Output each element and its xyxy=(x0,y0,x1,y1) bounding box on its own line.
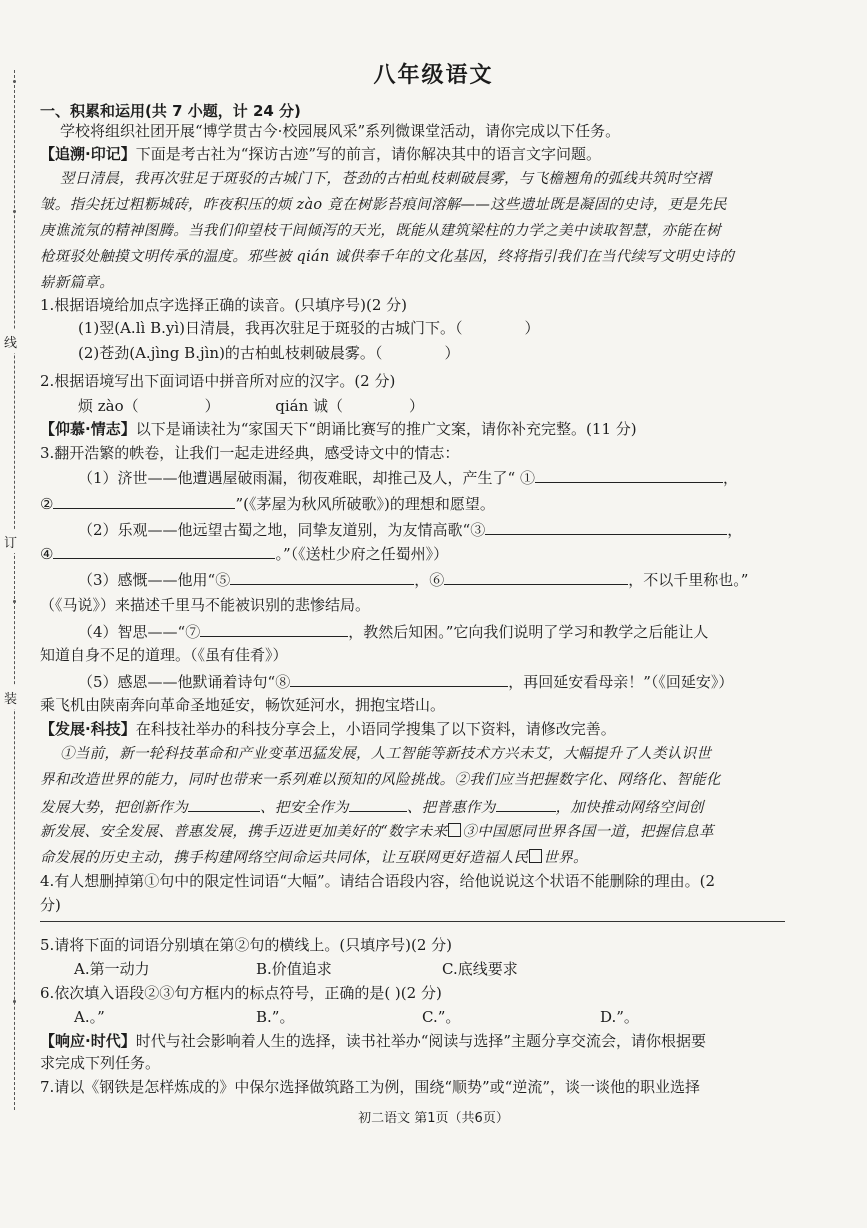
passage-line: 庚谯流氖的精神图腾。当我们仰望枝干间倾泻的天光，既能从建筑梁柱的力学之美中读取智慧，亦能在树 xyxy=(40,223,721,239)
option-b: B.价值追求 xyxy=(256,960,332,978)
question-1a: (1)翌(A.lì B.yì)日清晨，我再次驻足于斑驳的古城门下。（ ） xyxy=(78,319,540,337)
question-3-2: （2）乐观——他远望古蜀之地，同挚友道别，为友情高歌“③ ， xyxy=(78,518,807,541)
task-trace xyxy=(40,143,807,165)
tech-line: 新发展、安全发展、普惠发展，携手迈进更加美好的“数字未来 ③中国愿同世界各国一道，把握信息革 xyxy=(40,824,714,840)
binding-line xyxy=(14,70,15,1110)
task-text: 下面是考古社为“探访古迹”写的前言，请你解决其中的语言文字问题。 xyxy=(135,145,602,163)
question-6: 6.依次填入语段②③句方框内的标点符号，正确的是( )(2 分) xyxy=(40,984,442,1002)
question-1b: (2)苍劲(A.jìng B.jìn)的古柏虬枝刺破晨雾。（ ） xyxy=(78,344,460,362)
question-3-5b: 乘飞机由陕南奔向革命圣地延安，畅饮延河水，拥抱宝塔山。 xyxy=(40,696,446,714)
page-footer: 初二语文 第1页（共6页） xyxy=(358,1111,509,1126)
option-b: B.”。 xyxy=(256,1008,295,1026)
binding-dot xyxy=(13,600,16,603)
question-4b: 分) xyxy=(40,896,61,914)
question-1: 1.根据语境给加点字选择正确的读音。(只填序号)(2 分) xyxy=(40,296,408,314)
tech-line: 发展大势，把创新作为 、把安全作为 、把普惠作为 ，加快推动网络空间创 xyxy=(40,795,807,819)
binding-label-order: 订 xyxy=(4,530,17,553)
task-tag: 【追溯·印记】 xyxy=(40,145,136,163)
binding-label-line: 线 xyxy=(4,330,17,353)
question-7: 7.请以《钢铁是怎样炼成的》中保尔选择做筑路工为例，围绕“顺势”或“逆流”，谈一谈他的职业选择 xyxy=(40,1078,700,1096)
question-3-1: （1）济世——他遭遇屋破雨漏，彻夜难眠，却推己及人，产生了“ ① ， xyxy=(78,466,807,489)
punctuation-box xyxy=(529,849,542,863)
question-3-4b: 知道自身不足的道理。（《虽有佳肴》） xyxy=(40,646,288,664)
binding-dot xyxy=(13,1000,16,1003)
task-era: 【响应·时代】时代与社会影响着人生的选择，读书社举办“阅读与选择”主题分享交流会，请你根据要 xyxy=(40,1032,707,1050)
passage-line: 皱。指尖抚过粗粝城砖，昨夜积压的烦 zào 竟在树影苔痕间溶解——这些遗址既是凝固的史诗，更是先民 xyxy=(40,197,727,213)
question-3-2b: ④ 。”（《送杜少府之任蜀州》） xyxy=(40,542,807,565)
binding-dot xyxy=(13,210,16,213)
question-3-3: （3）感慨——他用“⑤ ，⑥ ，不以千里称也。” xyxy=(78,568,807,591)
tech-line: 命发展的历史主动，携手构建网络空间命运共同体，让互联网更好造福人民 世界。 xyxy=(40,850,588,866)
tech-line: 界和改造世界的能力，同时也带来一系列难以预知的风险挑战。②我们应当把握数字化、网络化、智能化 xyxy=(40,772,721,788)
passage-line: 枪斑驳处触摸文明传承的温度。邪些被 qián 诚供奉千年的文化基因，终将指引我们在当代续写文明史诗的 xyxy=(40,249,735,265)
binding-label-bind: 装 xyxy=(4,686,17,709)
tech-line: ①当前，新一轮科技革命和产业变革迅猛发展，人工智能等新技术方兴未艾，大幅提升了人类认识世 xyxy=(60,746,712,762)
option-c: C.”。 xyxy=(422,1008,461,1026)
option-d: D.”。 xyxy=(600,1008,639,1026)
page-title: 八年级语文 xyxy=(373,63,494,88)
answer-line[interactable] xyxy=(40,921,785,922)
question-2: 2.根据语境写出下面词语中拼音所对应的汉字。(2 分) xyxy=(40,372,396,390)
option-a: A.第一动力 xyxy=(74,960,150,978)
task-tech: 【发展·科技】在科技社举办的科技分享会上，小语同学搜集了以下资料，请修改完善。 xyxy=(40,720,616,738)
question-3-5: （5）感恩——他默诵着诗句“⑧ ，再回延安看母亲！”（《回延安》） xyxy=(78,670,807,693)
question-2-items: 烦 zào（ ） qián 诚（ ） xyxy=(78,397,425,415)
option-a: A.。” xyxy=(74,1008,105,1026)
punctuation-box xyxy=(448,823,461,837)
task-era-2: 求完成下列任务。 xyxy=(40,1054,161,1072)
section-heading: 一、积累和运用(共 7 小题，计 24 分) xyxy=(40,102,301,120)
passage-line: 翌日清晨，我再次驻足于斑驳的古城门下，苍劲的古柏虬枝刺破晨雾，与飞檐翘角的弧线共筑时空褶 xyxy=(60,171,712,187)
question-4: 4.有人想删掉第①句中的限定性词语“大幅”。请结合语段内容，给他说说这个状语不能删除的理由。(2 xyxy=(40,872,716,890)
passage-line: 崭新篇章。 xyxy=(40,275,114,291)
option-c: C.底线要求 xyxy=(442,960,518,978)
question-3: 3.翻开浩繁的帙卷，让我们一起走进经典，感受诗文中的情志： xyxy=(40,444,460,462)
section-intro: 学校将组织社团开展“博学贯古今·校园展风采”系列微课堂活动，请你完成以下任务。 xyxy=(60,122,621,140)
task-admire: 【仰慕·情志】以下是诵读社为“家国天下“朗诵比赛写的推广文案，请你补充完整。(11 分) xyxy=(40,420,637,438)
question-5: 5.请将下面的词语分别填在第②句的横线上。(只填序号)(2 分) xyxy=(40,936,453,954)
question-3-4: （4）智思——“⑦ ，教然后知困。”它向我们说明了学习和教学之后能让人 xyxy=(78,620,807,643)
question-3-1b: ② ”(《茅屋为秋风所破歌》)的理想和愿望。 xyxy=(40,492,807,515)
question-3-3b: （《马说》）来描述千里马不能被识别的悲惨结局。 xyxy=(40,596,371,614)
